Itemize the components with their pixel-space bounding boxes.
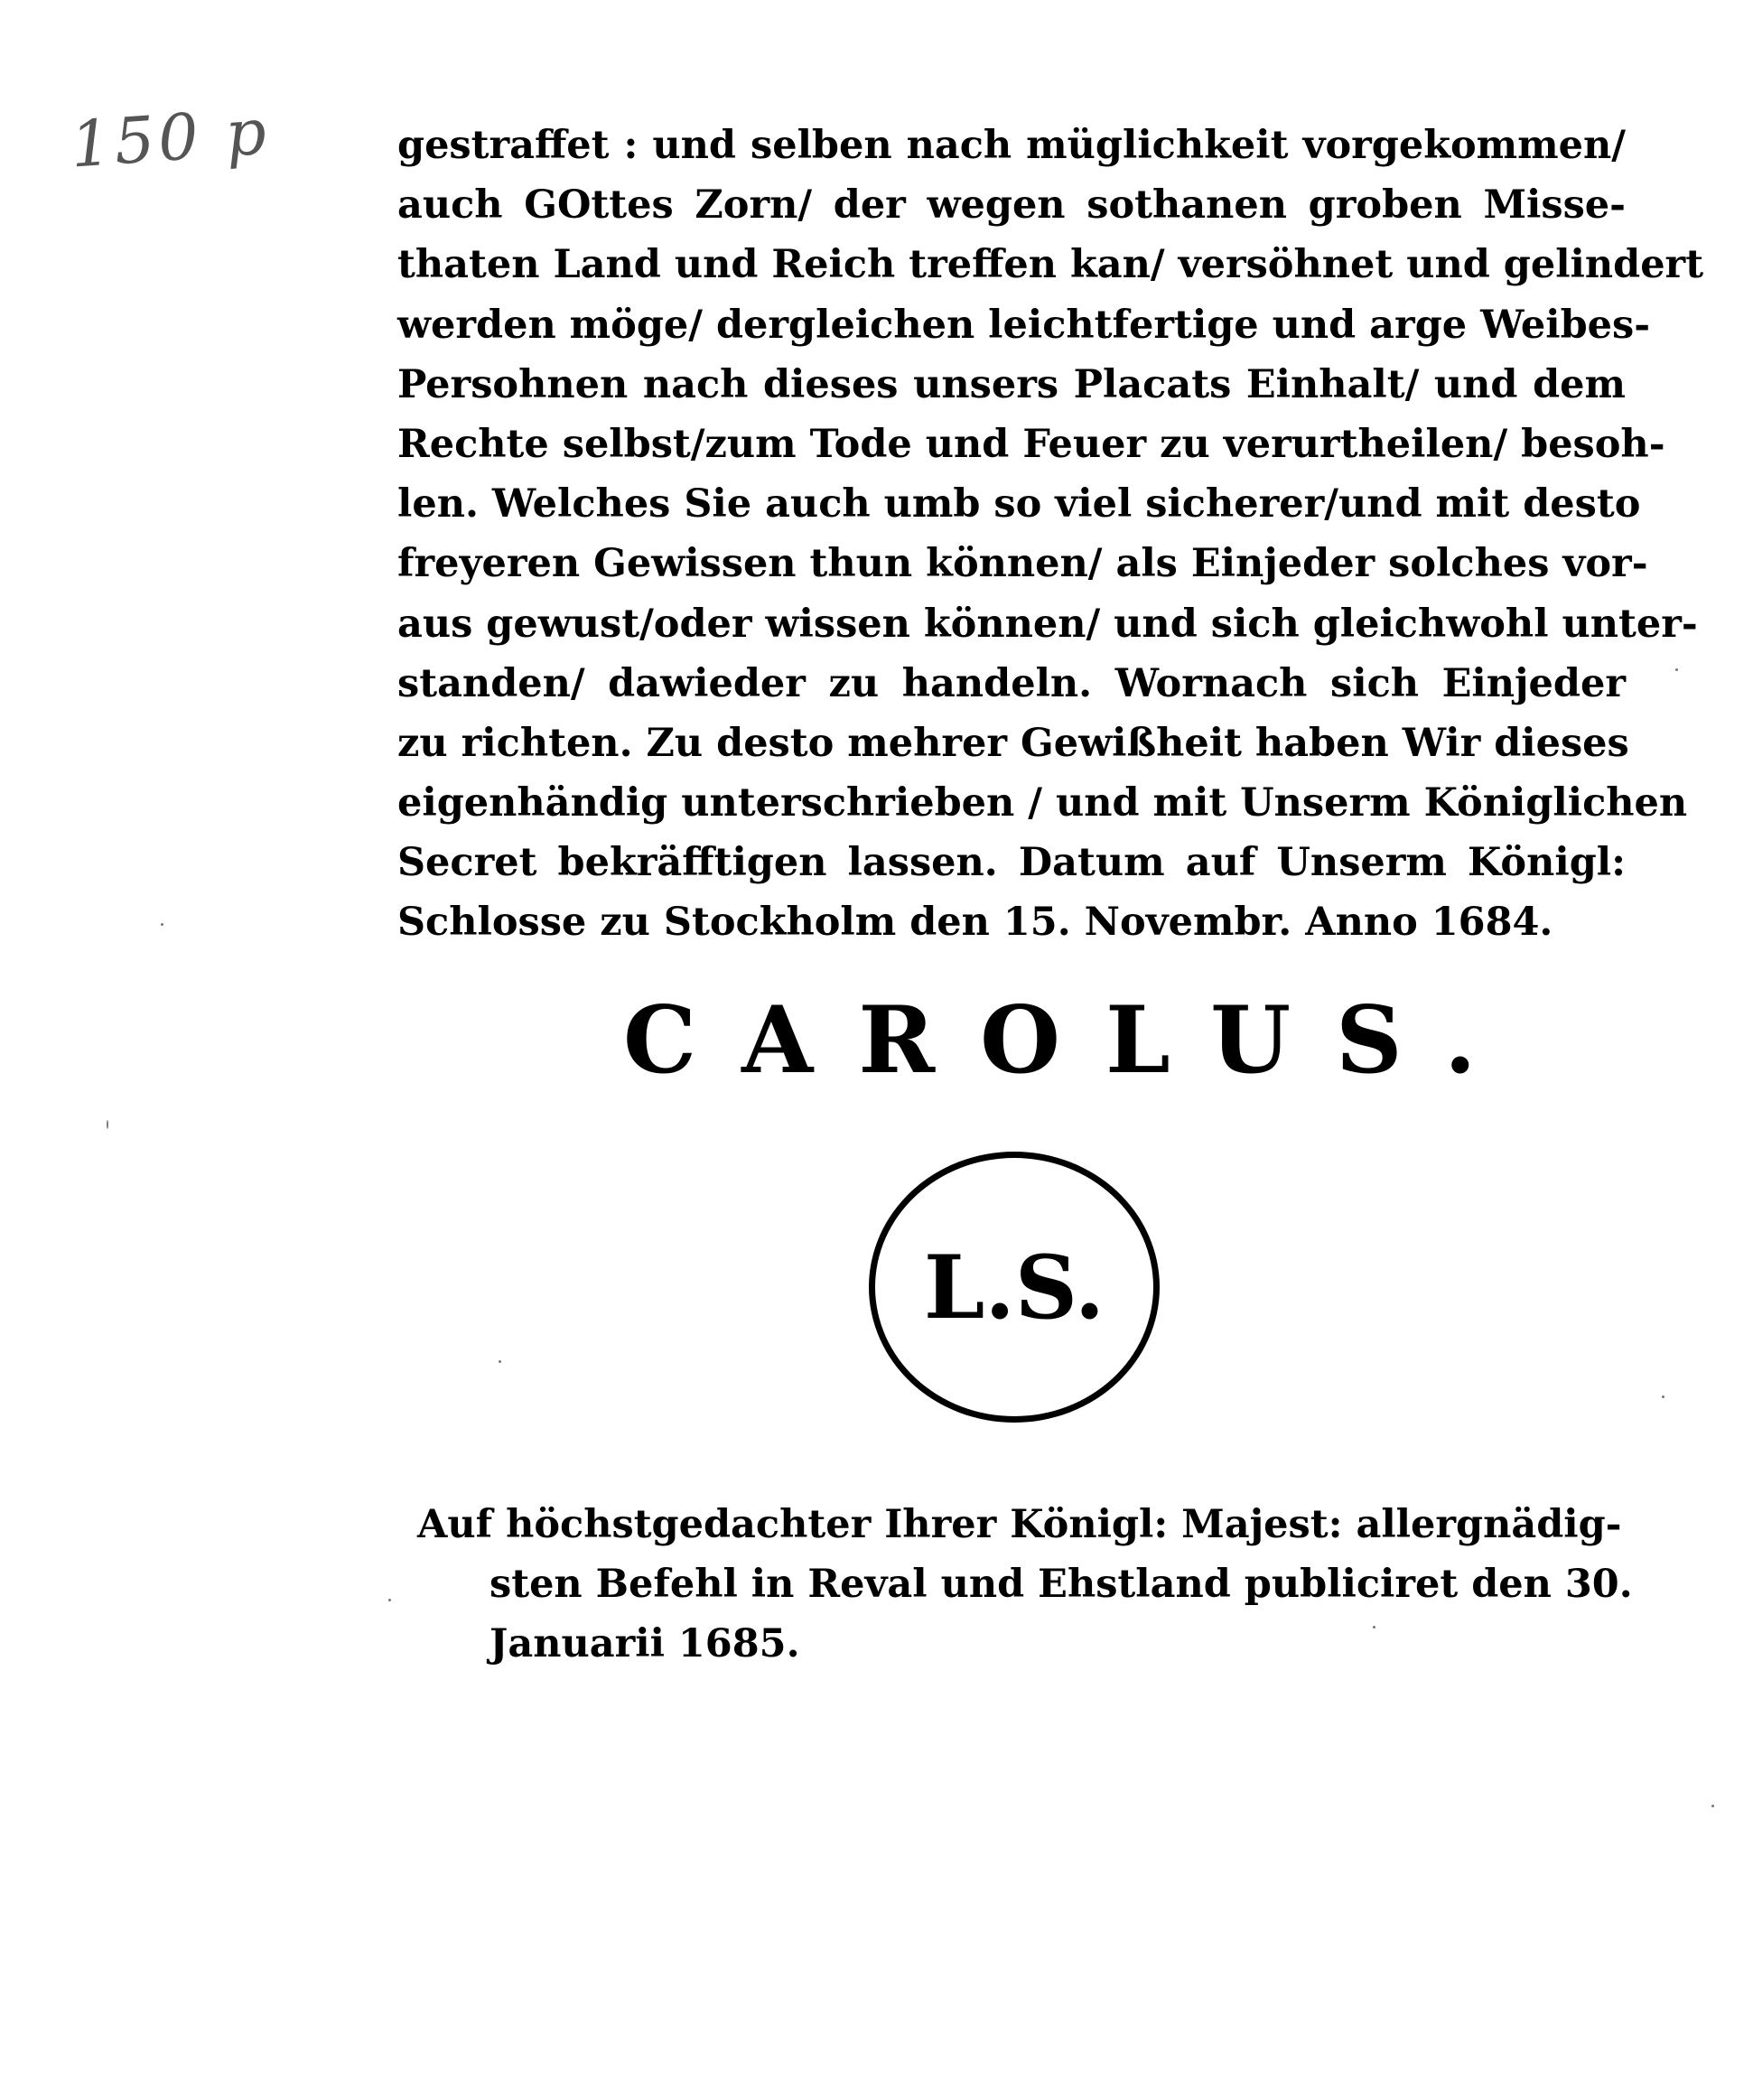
body-line: zu richten. Zu desto mehrer Gewißheit haben Wir dieses — [397, 720, 1629, 766]
royal-signature: CAROLUS. — [623, 986, 1522, 1095]
body-line: len. Welches Sie auch umb so viel sicherer/und mit desto — [397, 481, 1641, 527]
paper-speck — [1711, 1805, 1714, 1807]
decree-body-text — [397, 116, 1704, 953]
paper-speck — [1373, 1626, 1375, 1629]
paper-speck — [388, 1599, 391, 1601]
publication-note — [417, 1495, 1633, 1674]
body-line: thaten Land und Reich treffen kan/ versöhnet und gelindert — [397, 242, 1704, 288]
paper-speck — [161, 923, 163, 926]
body-line: Schlosse zu Stockholm den 15. Novembr. Anno 1684. — [397, 900, 1553, 946]
body-line: standen/ dawieder zu handeln. Wornach sich Einjeder — [397, 660, 1626, 706]
body-line: auch GOttes Zorn/ der wegen sothanen groben Misse- — [397, 182, 1626, 229]
body-line: Rechte selbst/zum Tode und Feuer zu verurtheilen/ besoh- — [397, 421, 1665, 467]
seal-circle — [869, 1152, 1160, 1423]
body-line: gestraffet : und selben nach müglichkeit vorgekommen/ — [397, 123, 1626, 168]
publication-line: Auf höchstgedachter Ihrer Königl: Majest: allergnädig- — [417, 1502, 1622, 1547]
paper-speck — [1662, 1395, 1664, 1398]
paper-speck — [107, 1120, 108, 1129]
body-line: Persohnen nach dieses unsers Placats Einhalt/ und dem — [397, 361, 1626, 407]
paper-speck — [499, 1360, 501, 1363]
body-line: werden möge/ dergleichen leichtfertige und arge Weibes- — [397, 302, 1651, 348]
body-line: eigenhändig unterschrieben / und mit Unserm Königlichen — [397, 780, 1688, 826]
paper-speck — [1675, 668, 1678, 671]
publication-line: sten Befehl in Reval und Ehstland publiciret den 30. — [490, 1562, 1633, 1607]
body-line: Secret bekräfftigen lassen. Datum auf Unserm Königl: — [397, 840, 1626, 886]
body-line: aus gewust/oder wissen können/ und sich gleichwohl unter- — [397, 601, 1698, 647]
publication-line: Januarii 1685. — [490, 1621, 800, 1666]
body-line: freyeren Gewissen thun können/ als Einjeder solches vor- — [397, 541, 1648, 587]
seal-text: L.S. — [923, 1236, 1105, 1339]
margin-note: 150 p — [68, 94, 273, 182]
